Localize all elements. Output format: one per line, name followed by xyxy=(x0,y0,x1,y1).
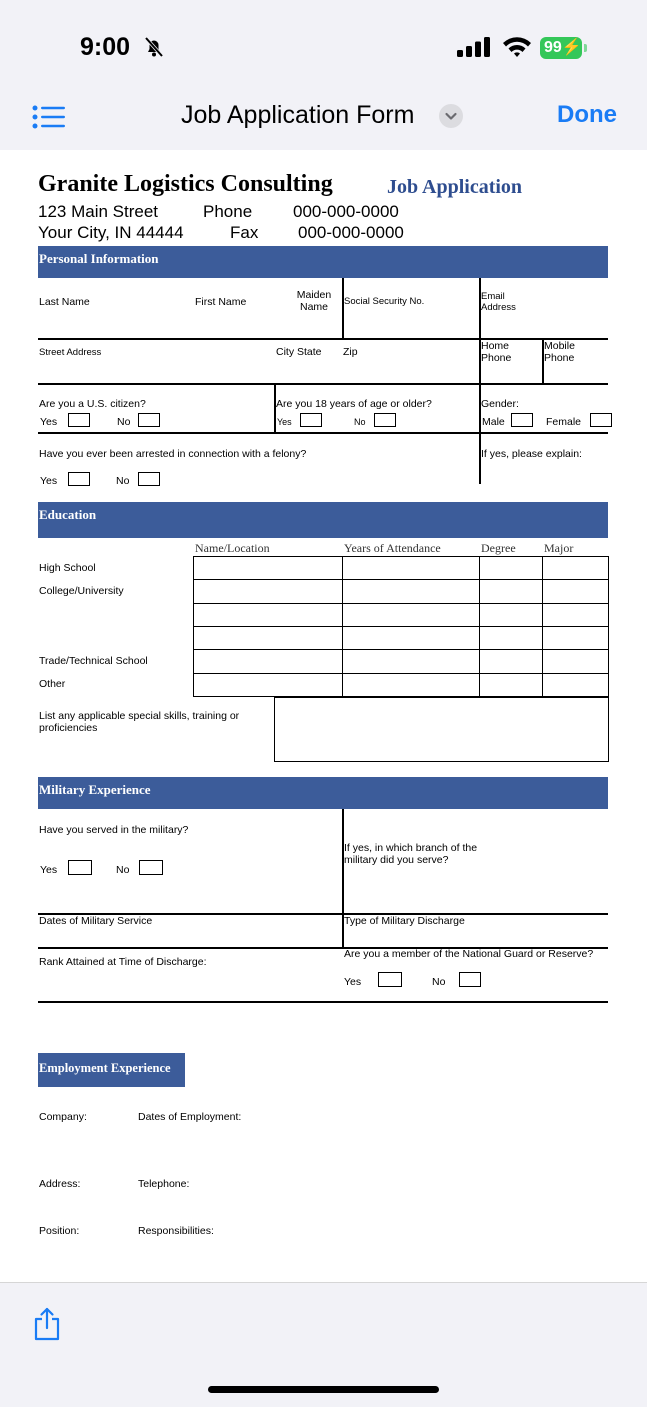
wifi-icon xyxy=(502,36,532,58)
employment-dates-label: Dates of Employment: xyxy=(138,1111,242,1123)
felony-no-checkbox[interactable] xyxy=(138,472,160,486)
form-title: Job Application xyxy=(387,176,523,198)
edu-grid-row2 xyxy=(193,603,609,604)
female-checkbox[interactable] xyxy=(590,413,612,427)
cellular-signal-icon xyxy=(457,37,491,57)
fax-number: 000-000-0000 xyxy=(298,223,404,242)
silent-bell-icon xyxy=(143,36,165,58)
age-yes-checkbox[interactable] xyxy=(300,413,322,427)
telephone-label: Telephone: xyxy=(138,1178,190,1190)
position-label: Position: xyxy=(39,1225,80,1237)
first-name-label: First Name xyxy=(195,296,247,308)
served-question: Have you served in the military? xyxy=(39,824,189,836)
home-indicator xyxy=(208,1386,439,1393)
served-yes-checkbox[interactable] xyxy=(68,860,92,875)
chevron-down-icon xyxy=(439,104,463,128)
email-label: Email Address xyxy=(481,291,516,313)
felony-no-label: No xyxy=(116,475,130,487)
rank-label: Rank Attained at Time of Discharge: xyxy=(39,956,207,968)
edu-grid-row3 xyxy=(193,626,609,627)
nav-bar xyxy=(0,95,647,151)
done-button[interactable]: Done xyxy=(557,101,617,128)
status-time: 9:00 xyxy=(80,33,131,61)
city-state-label: City State xyxy=(276,346,322,358)
guard-no-checkbox[interactable] xyxy=(459,972,481,987)
guard-yes-label: Yes xyxy=(344,976,362,988)
age-no-label: No xyxy=(354,417,366,427)
address-label: Address: xyxy=(39,1178,81,1190)
military-title: Military Experience xyxy=(39,782,151,797)
citizen-no-checkbox[interactable] xyxy=(138,413,160,427)
employment-title: Employment Experience xyxy=(39,1061,171,1075)
row1-line xyxy=(38,338,608,340)
list-icon[interactable] xyxy=(32,105,66,129)
ssn-divider xyxy=(342,278,344,338)
city-state-zip: Your City, IN 44444 xyxy=(38,223,184,242)
battery-level: 99 xyxy=(544,39,562,56)
maiden-name-label: Maiden Name xyxy=(296,289,332,313)
special-skills-label: List any applicable special skills, training or proficiencies xyxy=(39,710,240,734)
guard-no-label: No xyxy=(432,976,446,988)
row3-line xyxy=(38,432,608,434)
education-title: Education xyxy=(39,507,97,522)
felony-yes-label: Yes xyxy=(40,475,58,487)
served-yes-label: Yes xyxy=(40,864,58,876)
female-label: Female xyxy=(546,416,582,428)
discharge-type-label: Type of Military Discharge xyxy=(344,915,465,927)
mobile-phone-label: Mobile Phone xyxy=(544,340,575,364)
last-name-label: Last Name xyxy=(39,296,90,308)
felony-yes-checkbox[interactable] xyxy=(68,472,90,486)
edu-col-years: Years of Attendance xyxy=(344,541,441,555)
zip-label: Zip xyxy=(343,346,358,358)
title-menu-button[interactable] xyxy=(439,104,463,128)
street-address: 123 Main Street xyxy=(38,202,159,221)
college-label: College/University xyxy=(39,585,124,597)
other-school-label: Other xyxy=(39,678,66,690)
fax-label: Fax xyxy=(230,223,259,242)
responsibilities-label: Responsibilities: xyxy=(138,1225,214,1237)
battery-nub xyxy=(584,44,587,52)
male-label: Male xyxy=(482,416,505,428)
special-skills-box[interactable] xyxy=(274,697,609,762)
edu-grid-row1 xyxy=(193,579,609,580)
battery-indicator xyxy=(540,37,582,59)
military-dates-label: Dates of Military Service xyxy=(39,915,153,927)
guard-question: Are you a member of the National Guard or Reserve? xyxy=(344,948,594,960)
edu-grid-row5 xyxy=(193,673,609,674)
status-bar xyxy=(0,0,647,95)
citizen-yes-checkbox[interactable] xyxy=(68,413,90,427)
age-question: Are you 18 years of age or older? xyxy=(276,398,432,410)
company-label: Company: xyxy=(39,1111,87,1123)
bottom-toolbar xyxy=(0,1282,647,1407)
male-checkbox[interactable] xyxy=(511,413,533,427)
felony-explain-label: If yes, please explain: xyxy=(481,448,582,460)
branch-question: If yes, in which branch of the military did you serve? xyxy=(344,842,478,866)
company-name: Granite Logistics Consulting xyxy=(38,171,333,197)
military-divider xyxy=(342,809,344,948)
age-yes-label: Yes xyxy=(277,417,292,427)
military-row3-line xyxy=(38,1001,608,1003)
phone-label: Phone xyxy=(203,202,253,221)
charging-icon: ⚡ xyxy=(561,39,582,56)
edu-grid-row4 xyxy=(193,649,609,650)
edu-col-name: Name/Location xyxy=(195,541,270,555)
guard-yes-checkbox[interactable] xyxy=(378,972,402,987)
row2-line xyxy=(38,383,608,385)
felony-question: Have you ever been arrested in connection with a felony? xyxy=(39,448,307,460)
citizen-question: Are you a U.S. citizen? xyxy=(39,398,146,410)
gender-question: Gender: xyxy=(481,398,519,410)
phone-number: 000-000-0000 xyxy=(293,202,399,221)
ssn-label: Social Security No. xyxy=(344,296,425,307)
home-phone-label: Home Phone xyxy=(481,340,512,364)
edu-col-degree: Degree xyxy=(481,541,516,555)
served-no-label: No xyxy=(116,864,130,876)
share-icon[interactable] xyxy=(33,1307,61,1341)
document-title[interactable]: Job Application Form xyxy=(181,101,415,129)
education-band xyxy=(38,502,608,538)
served-no-checkbox[interactable] xyxy=(139,860,163,875)
citizen-yes-label: Yes xyxy=(40,416,58,428)
trade-school-label: Trade/Technical School xyxy=(39,655,148,667)
high-school-label: High School xyxy=(39,562,96,574)
street-address-label: Street Address xyxy=(39,347,102,358)
age-no-checkbox[interactable] xyxy=(374,413,396,427)
citizen-no-label: No xyxy=(117,416,131,428)
document-page xyxy=(0,150,647,1282)
edu-col-major: Major xyxy=(544,541,574,555)
personal-info-title: Personal Information xyxy=(39,251,159,266)
